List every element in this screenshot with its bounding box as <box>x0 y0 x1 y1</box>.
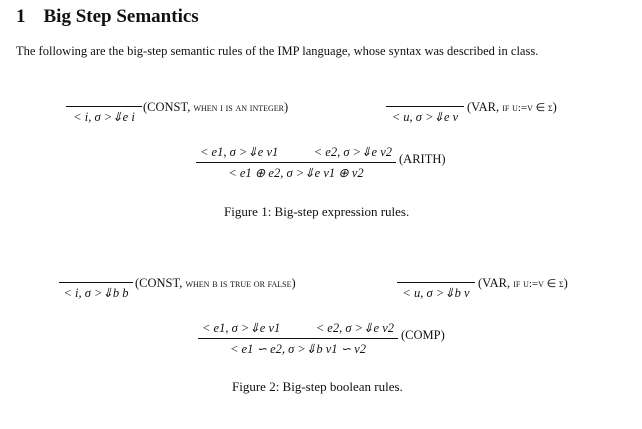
fig1-const-label: (CONST, when i is an integer) <box>143 100 289 114</box>
fig1-var-conclusion: < u, σ >⇓e v <box>391 110 459 124</box>
figure-2-caption: Figure 2: Big-step boolean rules. <box>232 379 403 394</box>
fig1-arith-premise-2: < e2, σ >⇓e v2 <box>313 145 392 159</box>
fig2-const-conclusion: < i, σ >⇓b b <box>63 286 129 300</box>
fig2-var-label: (VAR, if u:=v ∈ σ) <box>478 276 568 290</box>
fig2-var-conclusion: < u, σ >⇓b v <box>402 286 470 300</box>
fig2-comp-premise-1: < e1, σ >⇓e v1 <box>202 321 281 335</box>
section-title: Big Step Semantics <box>43 6 199 27</box>
fig2-comp-rule <box>198 320 398 357</box>
fig1-var-rule <box>386 100 464 125</box>
fig1-const-conclusion: < i, σ >⇓e i <box>73 110 135 124</box>
fig2-var-rule <box>397 276 475 301</box>
fig1-arith-rule <box>196 144 396 181</box>
fig2-comp-label: (COMP) <box>401 328 445 342</box>
section-number: 1 <box>16 6 26 27</box>
fig2-comp-conclusion: < e1 ∽ e2, σ >⇓b v1 ∽ v2 <box>229 342 367 356</box>
fig2-comp-premise-2: < e2, σ >⇓e v2 <box>315 321 394 335</box>
fig1-const-rule <box>66 100 142 125</box>
fig1-arith-label: (ARITH) <box>399 152 446 166</box>
fig1-var-label: (VAR, if u:=v ∈ σ) <box>467 100 557 114</box>
fig2-const-rule <box>59 276 133 301</box>
fig1-arith-conclusion: < e1 ⊕ e2, σ >⇓e v1 ⊕ v2 <box>228 166 364 180</box>
figure-1-caption: Figure 1: Big-step expression rules. <box>224 204 410 219</box>
intro-paragraph: The following are the big-step semantic rules of the IMP language, whose syntax was described in class. <box>16 44 539 58</box>
fig2-const-label: (CONST, when b is true or false) <box>135 276 296 290</box>
fig1-arith-premise-1: < e1, σ >⇓e v1 <box>200 145 279 159</box>
section-heading <box>16 6 199 28</box>
